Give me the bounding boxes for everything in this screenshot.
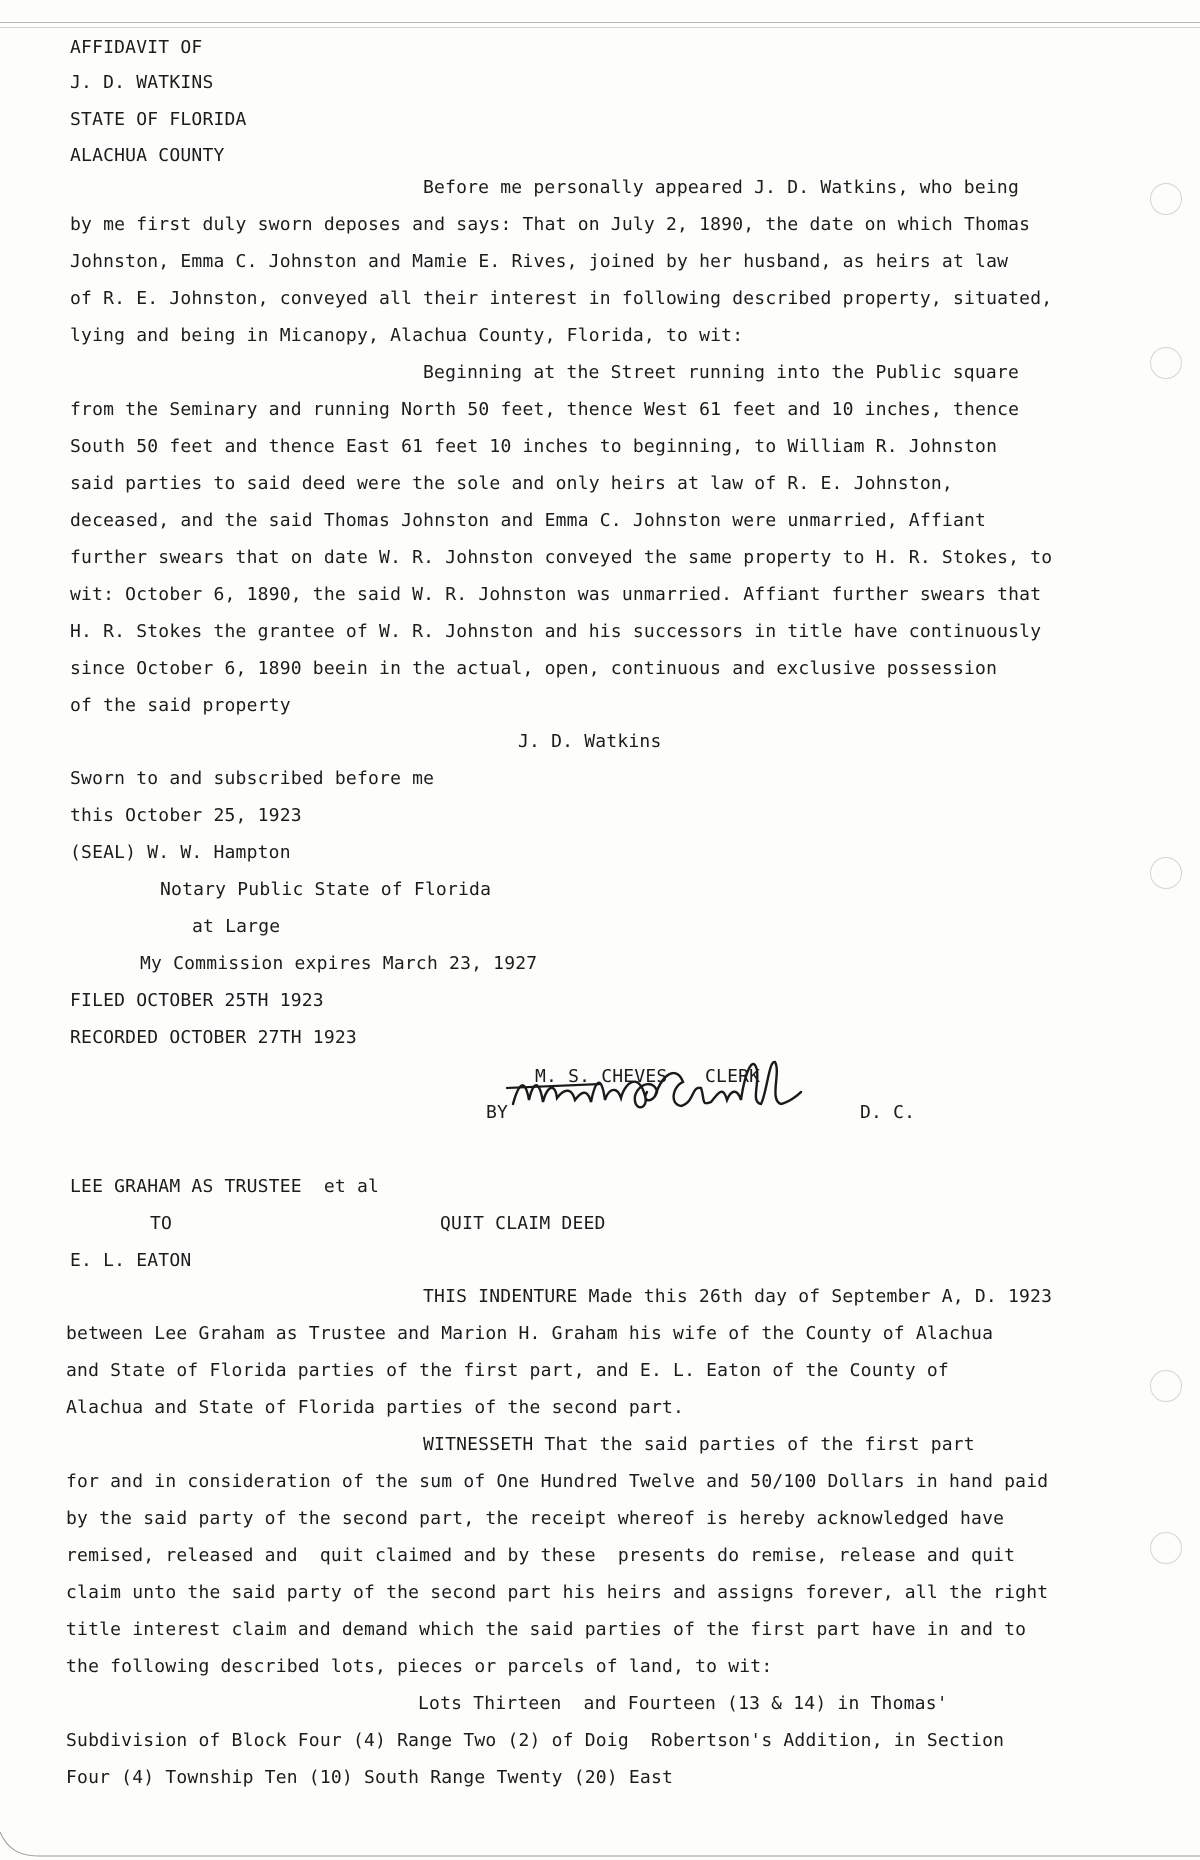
affidavit-heading: AFFIDAVIT OF <box>70 37 203 58</box>
top-rule <box>0 22 1200 23</box>
page-edge-curve <box>0 1830 1200 1860</box>
deed-title: QUIT CLAIM DEED <box>440 1213 606 1234</box>
notary-date: this October 25, 1923 <box>70 805 302 826</box>
deed-text-line: Four (4) Township Ten (10) South Range Twenty (20) East <box>66 1767 674 1788</box>
deed-text-line: between Lee Graham as Trustee and Marion H. Graham his wife of the County of Alachua <box>66 1323 994 1344</box>
affidavit-text-line: South 50 feet and thence East 61 feet 10 inches to beginning, to William R. Johnston <box>70 436 998 457</box>
deed-text-line: by the said party of the second part, the receipt whereof is hereby acknowledged have <box>66 1508 1005 1529</box>
deed-text-line: title interest claim and demand which the said parties of the first part have in and to <box>66 1619 1027 1640</box>
grantor-heading: LEE GRAHAM AS TRUSTEE et al <box>70 1176 380 1197</box>
notary-commission: My Commission expires March 23, 1927 <box>140 953 538 974</box>
punch-hole <box>1150 183 1182 215</box>
deed-text-line: remised, released and quit claimed and by these presents do remise, release and quit <box>66 1545 1016 1566</box>
deed-text-line: WITNESSETH That the said parties of the first part <box>423 1434 975 1455</box>
affidavit-text-line: from the Seminary and running North 50 feet, thence West 61 feet and 10 inches, thence <box>70 399 1020 420</box>
affidavit-text-line: Before me personally appeared J. D. Watkins, who being <box>423 177 1019 198</box>
notary-line: Sworn to and subscribed before me <box>70 768 435 789</box>
to-label: TO <box>150 1213 173 1234</box>
recorded-date: RECORDED OCTOBER 27TH 1923 <box>70 1027 357 1048</box>
affidavit-text-line: of R. E. Johnston, conveyed all their interest in following described property, situated, <box>70 288 1053 309</box>
affidavit-text-line: deceased, and the said Thomas Johnston and Emma C. Johnston were unmarried, Affiant <box>70 510 987 531</box>
affidavit-text-line: Johnston, Emma C. Johnston and Mamie E. Rives, joined by her husband, as heirs at law <box>70 251 1009 272</box>
deed-text-line: for and in consideration of the sum of One Hundred Twelve and 50/100 Dollars in hand paid <box>66 1471 1049 1492</box>
deed-text-line: and State of Florida parties of the first part, and E. L. Eaton of the County of <box>66 1360 949 1381</box>
clerk-name: M. S. CHEVES <box>535 1066 668 1087</box>
by-label: BY <box>486 1102 509 1123</box>
punch-hole <box>1150 1370 1182 1402</box>
grantee-heading: E. L. EATON <box>70 1250 192 1271</box>
deed-text-line: claim unto the said party of the second part his heirs and assigns forever, all the right <box>66 1582 1049 1603</box>
notary-at-large: at Large <box>192 916 281 937</box>
deed-text-line: Alachua and State of Florida parties of the second part. <box>66 1397 685 1418</box>
affiant-name: J. D. WATKINS <box>70 72 214 93</box>
affidavit-text-line: further swears that on date W. R. Johnston conveyed the same property to H. R. Stokes, to <box>70 547 1053 568</box>
punch-hole <box>1150 857 1182 889</box>
deed-text-line: THIS INDENTURE Made this 26th day of September A, D. 1923 <box>423 1286 1053 1307</box>
affidavit-text-line: said parties to said deed were the sole and only heirs at law of R. E. Johnston, <box>70 473 953 494</box>
affidavit-text-line: since October 6, 1890 beein in the actual, open, continuous and exclusive possession <box>70 658 998 679</box>
top-rule-2 <box>0 27 1200 28</box>
notary-title: Notary Public State of Florida <box>160 879 492 900</box>
state-line: STATE OF FLORIDA <box>70 109 247 130</box>
deed-text-line: the following described lots, pieces or parcels of land, to wit: <box>66 1656 773 1677</box>
county-line: ALACHUA COUNTY <box>70 145 225 166</box>
deputy-clerk-suffix: D. C. <box>860 1102 916 1123</box>
punch-hole <box>1150 347 1182 379</box>
affidavit-text-line: wit: October 6, 1890, the said W. R. Johnston was unmarried. Affiant further swears that <box>70 584 1042 605</box>
clerk-title: CLERK <box>705 1066 761 1087</box>
handwritten-signature <box>505 1052 845 1122</box>
affiant-signature: J. D. Watkins <box>518 731 662 752</box>
affidavit-text-line: by me first duly sworn deposes and says: That on July 2, 1890, the date on which Thomas <box>70 214 1031 235</box>
deed-text-line: Subdivision of Block Four (4) Range Two (2) of Doig Robertson's Addition, in Section <box>66 1730 1005 1751</box>
affidavit-text-line: of the said property <box>70 695 291 716</box>
affidavit-text-line: lying and being in Micanopy, Alachua County, Florida, to wit: <box>70 325 744 346</box>
affidavit-text-line: H. R. Stokes the grantee of W. R. Johnston and his successors in title have continuously <box>70 621 1042 642</box>
deed-text-line: Lots Thirteen and Fourteen (13 & 14) in Thomas' <box>418 1693 948 1714</box>
notary-seal: (SEAL) W. W. Hampton <box>70 842 291 863</box>
affidavit-text-line: Beginning at the Street running into the Public square <box>423 362 1019 383</box>
punch-hole <box>1150 1532 1182 1564</box>
filed-date: FILED OCTOBER 25TH 1923 <box>70 990 324 1011</box>
